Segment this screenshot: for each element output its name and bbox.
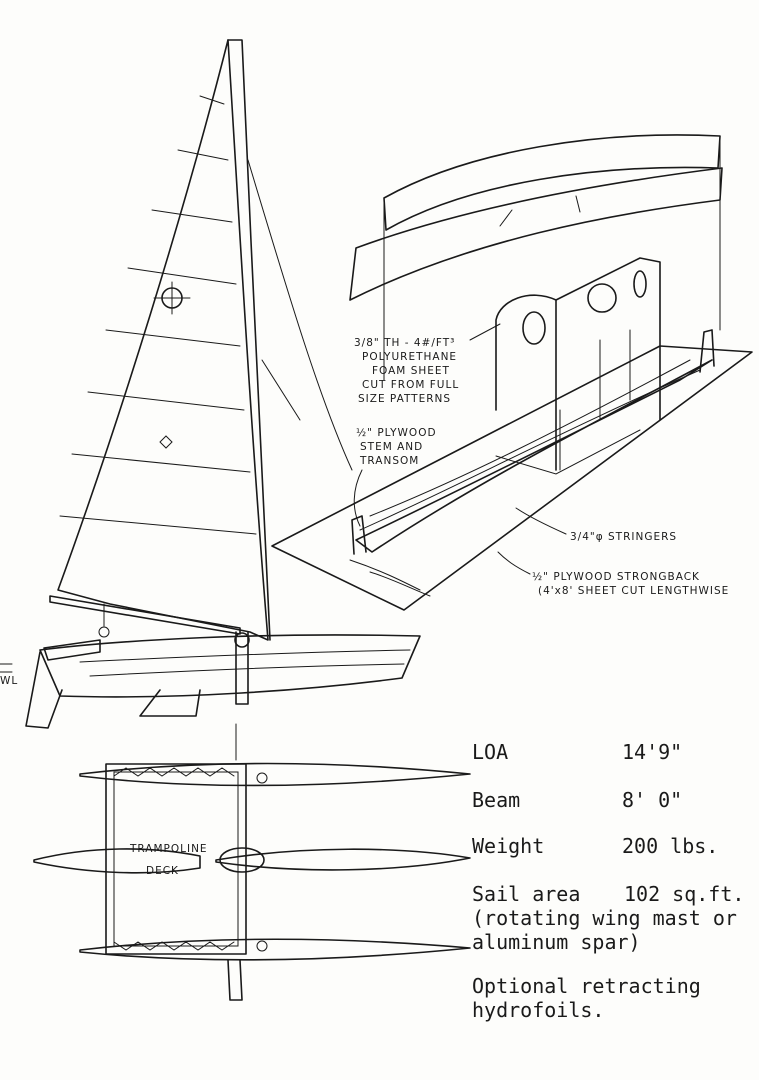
sail-side-view: [50, 40, 352, 640]
foam-label-line-1: 3/8" TH - 4#/FT³: [354, 337, 456, 349]
trampoline-label-line-1: TRAMPOLINE: [130, 843, 208, 855]
sail-area-value: 102 sq.ft.: [624, 882, 745, 906]
weight-label: Weight: [472, 834, 545, 858]
strongback-label-line-2: (4'x8' SHEET CUT LENGTHWISE: [538, 585, 730, 597]
stem-label-line-1: ½" PLYWOOD: [356, 427, 437, 439]
optional-line-2: hydrofoils.: [472, 998, 605, 1022]
weight-value: 200 lbs.: [622, 834, 719, 858]
stringers-label: 3/4"φ STRINGERS: [570, 531, 678, 543]
foam-label-line-5: SIZE PATTERNS: [358, 393, 452, 405]
plan-view: [34, 724, 470, 1000]
loa-label: LOA: [472, 740, 509, 764]
foam-label-line-3: FOAM SHEET: [372, 365, 450, 377]
sail-area-label: Sail area: [472, 882, 581, 906]
stem-label-line-3: TRANSOM: [360, 455, 420, 467]
trampoline-label-line-2: DECK: [146, 865, 179, 877]
strongback-label-line-1: ½" PLYWOOD STRONGBACK: [532, 571, 700, 583]
sail-note-line-2: aluminum spar): [472, 930, 641, 954]
foam-label-line-2: POLYURETHANE: [362, 351, 458, 363]
foam-label-line-4: CUT FROM FULL: [362, 379, 460, 391]
beam-value: 8' 0": [622, 788, 683, 812]
waterline-label: WL: [0, 675, 19, 687]
construction-labels: [354, 324, 729, 597]
loa-value: 14'9": [622, 740, 683, 764]
optional-line-1: Optional retracting: [472, 974, 701, 998]
sail-note-line-1: (rotating wing mast or: [472, 906, 737, 930]
beam-label: Beam: [472, 788, 521, 812]
construction-view: [272, 135, 752, 610]
stem-label-line-2: STEM AND: [360, 441, 424, 453]
